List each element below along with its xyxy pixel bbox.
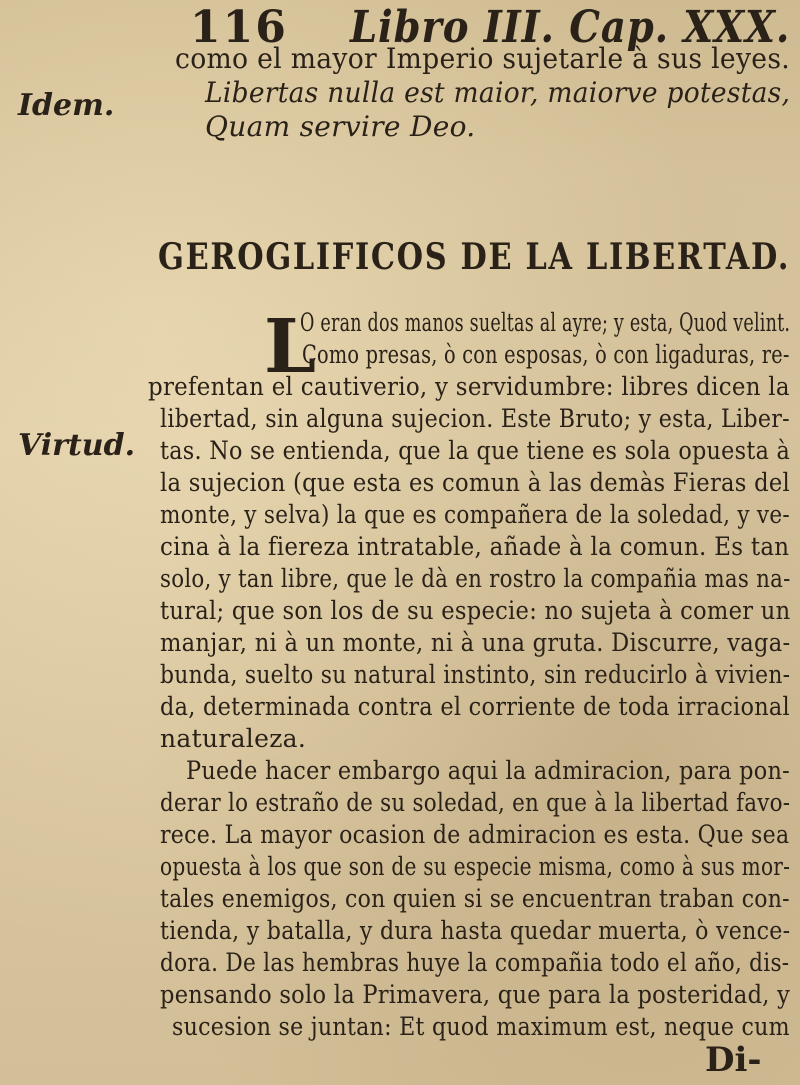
body-line-18: opuesta à los que son de su especie misma, como à sus mor-: [160, 852, 791, 881]
body-line-19: tales enemigos, con quien si se encuentran traban con-: [160, 884, 790, 913]
running-title: Libro III. Cap. XXX.: [350, 2, 791, 53]
body-line-17: rece. La mayor ocasion de admiracion es esta. Que sea: [160, 820, 790, 849]
body-line-3: prefentan el cautiverio, y servidumbre: libres dicen la: [148, 372, 790, 401]
body-line-16: derar lo estraño de su soledad, en que à la libertad favo-: [160, 788, 791, 817]
body-line-15: Puede hacer embargo aqui la admiracion, para pon-: [186, 756, 790, 785]
quote-line-2: Libertas nulla est maior, maiorve potestas,: [205, 76, 791, 109]
margin-note-idem: Idem.: [18, 88, 115, 123]
body-line-2: Como presas, ò con esposas, ò con ligaduras, re-: [302, 340, 790, 369]
body-line-14: naturaleza.: [160, 724, 307, 753]
body-line-12: bunda, suelto su natural instinto, sin reducirlo à vivien-: [160, 660, 791, 689]
body-line-21: dora. De las hembras huye la compañia todo el año, dis-: [160, 948, 790, 977]
quote-line-1: como el mayor Imperio sujetarle à sus leyes.: [175, 42, 791, 75]
body-line-6: la sujecion (que esta es comun à las demàs Fieras del: [160, 468, 791, 497]
body-line-1: O eran dos manos sueltas al ayre; y esta, Quod velint.: [300, 308, 791, 337]
body-line-20: tienda, y batalla, y dura hasta quedar muerta, ò vence-: [160, 916, 791, 945]
catchword: Di-: [705, 1040, 762, 1080]
body-line-9: solo, y tan libre, que le dà en rostro la compañia mas na-: [160, 564, 791, 593]
margin-note-virtud: Virtud.: [18, 428, 136, 463]
body-line-5: tas. No se entienda, que la que tiene es sola opuesta à: [160, 436, 791, 465]
section-title: GEROGLIFICOS DE LA LIBERTAD.: [158, 236, 791, 278]
body-line-13: da, determinada contra el corriente de toda irracional: [160, 692, 790, 721]
body-line-11: manjar, ni à un monte, ni à una gruta. Discurre, vaga-: [160, 628, 791, 657]
body-line-7: monte, y selva) la que es compañera de la soledad, y ve-: [160, 500, 790, 529]
quote-line-3: Quam servire Deo.: [205, 110, 476, 143]
body-line-22: pensando solo la Primavera, que para la posteridad, y: [160, 980, 791, 1009]
page-number: 116: [190, 2, 288, 53]
drop-cap: L: [264, 304, 317, 390]
body-line-4: libertad, sin alguna sujecion. Este Bruto; y esta, Liber-: [160, 404, 790, 433]
body-line-8: cina à la fiereza intratable, añade à la comun. Es tan: [160, 532, 790, 561]
body-line-10: tural; que son los de su especie: no sujeta à comer un: [160, 596, 791, 625]
body-line-23: sucesion se juntan: Et quod maximum est, neque cum: [172, 1012, 790, 1041]
